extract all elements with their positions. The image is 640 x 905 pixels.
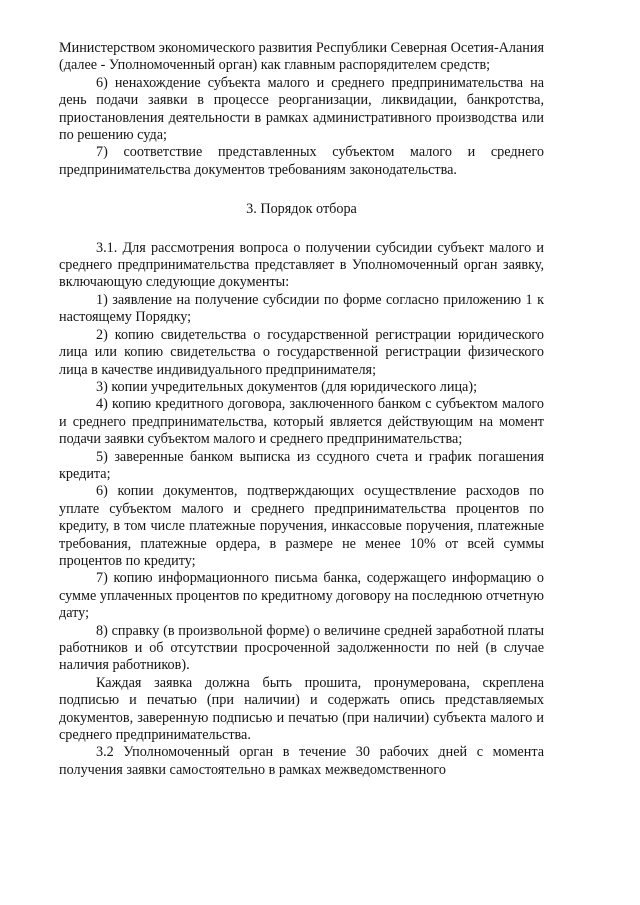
paragraph-3-1: 3.1. Для рассмотрения вопроса о получении субсидии субъект малого и среднего предпринимательства представляет в Уполномоченный орган заявку, включающую следующие документы: [59,239,544,291]
paragraph-continuation: Министерством экономического развития Республики Северная Осетия-Алания (далее - Уполномоченный орган) как главным распорядителем средств; [59,40,544,74]
paragraph-3-2: 3.2 Уполномоченный орган в течение 30 рабочих дней с момента получения заявки самостоятельно в рамках межведомственного [59,744,544,778]
paragraph-doc-2: 2) копию свидетельства о государственной регистрации юридического лица или копию свидетельства о государственной регистрации физического лица в качестве индивидуального предпринимателя; [59,326,544,378]
paragraph-doc-4: 4) копию кредитного договора, заключенного банком с субъектом малого и среднего предпринимательства, который является действующим на момент подачи заявки субъектом малого и среднего предпринимательства; [59,396,544,448]
paragraph-item-6-condition: 6) ненахождение субъекта малого и среднего предпринимательства на день подачи заявки в процессе реорганизации, ликвидации, банкротства, приостановления деятельности в рамках административного производства или по решению суда; [59,74,544,144]
paragraph-doc-8: 8) справку (в произвольной форме) о величине средней заработной платы работников и об отсутствии просроченной задолженности по ней (в случае наличия работников). [59,622,544,674]
paragraph-doc-7: 7) копию информационного письма банка, содержащего информацию о сумме уплаченных процентов по кредитному договору на последнюю отчетную дату; [59,570,544,622]
paragraph-application-requirements: Каждая заявка должна быть прошита, пронумерована, скреплена подписью и печатью (при наличии) и содержать опись представляемых документов, заверенную подписью и печатью (при наличии) субъекта малого и среднего предпринимательства. [59,674,544,744]
paragraph-doc-6: 6) копии документов, подтверждающих осуществление расходов по уплате субъектом малого и среднего предпринимательства процентов по кредиту, в том числе платежные поручения, инкассовые поручения, платежные требования, платежные ордера, в размере не менее 10% от всей суммы процентов по кредиту; [59,483,544,569]
paragraph-item-7-condition: 7) соответствие представленных субъектом малого и среднего предпринимательства документов требованиям законодательства. [59,144,544,178]
section-heading: 3. Порядок отбора [246,201,357,218]
paragraph-doc-3: 3) копии учредительных документов (для юридического лица); [96,378,478,395]
paragraph-doc-5: 5) заверенные банком выписка из ссудного счета и график погашения кредита; [59,448,544,482]
paragraph-doc-1: 1) заявление на получение субсидии по форме согласно приложению 1 к настоящему Порядку; [59,291,544,326]
